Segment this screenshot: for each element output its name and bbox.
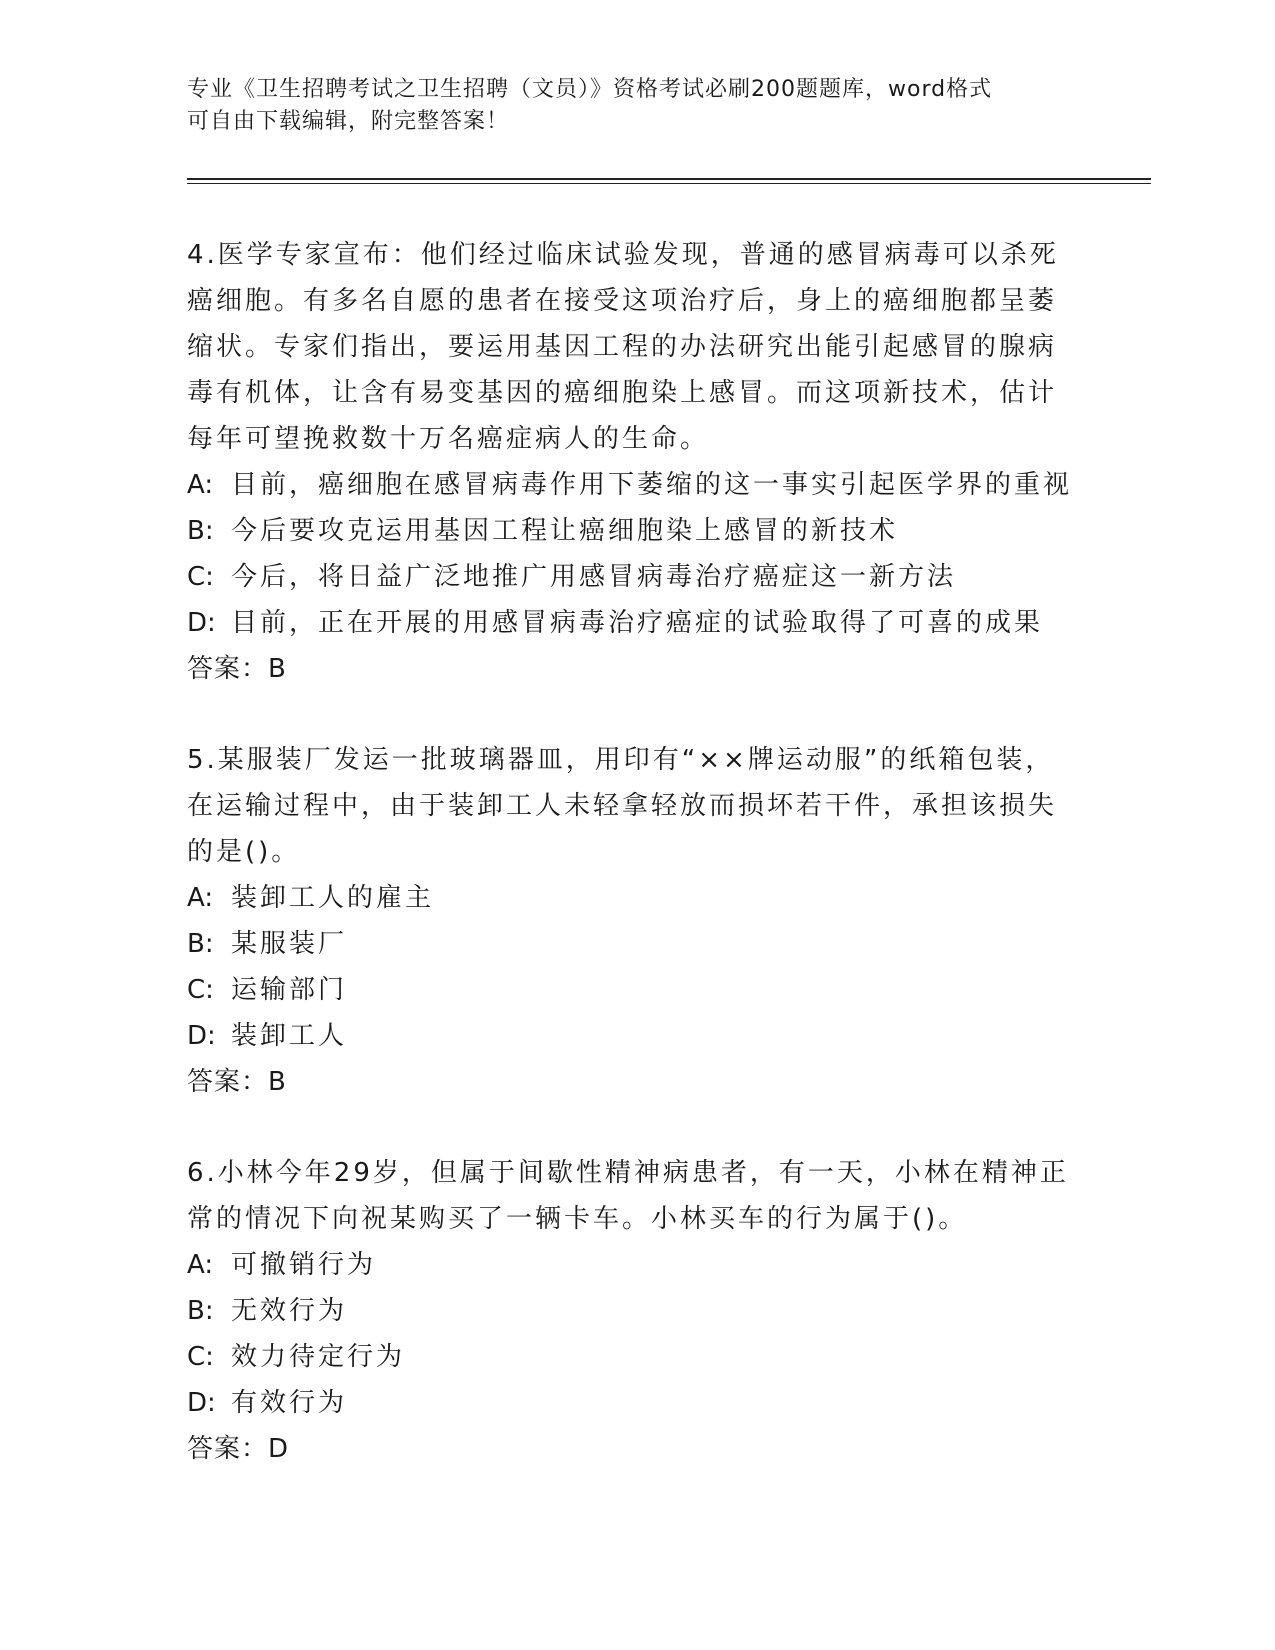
option-letter: C: [187,562,214,592]
question-list [187,232,1077,1517]
option-letter: A: [187,470,214,500]
option-letter: C: [187,1342,214,1372]
option-text: 装卸工人的雇主 [231,883,435,913]
option-b [187,1288,1077,1334]
question-5 [187,737,1077,1105]
question-stem: 5.某服装厂发运一批玻璃器皿，用印有“××牌运动服”的纸箱包装，在运输过程中，由于装卸工人未轻拿轻放而损坏若干件，承担该损失的是()。 [187,745,1058,867]
option-text: 装卸工人 [231,1021,348,1051]
option-d [187,600,1077,646]
option-text: 有效行为 [231,1388,348,1418]
option-letter: D: [187,1021,216,1051]
answer-label: 答案：D [187,1434,290,1464]
option-letter: B: [187,516,214,546]
option-letter: A: [187,883,214,913]
option-text: 运输部门 [231,975,348,1005]
answer-label: 答案：B [187,654,287,684]
option-text: 效力待定行为 [231,1342,406,1372]
option-a [187,875,1077,921]
document-header [187,74,1077,138]
option-b [187,921,1077,967]
option-letter: B: [187,1296,214,1326]
option-c [187,1334,1077,1380]
header-line-2: 可自由下载编辑，附完整答案！ [187,109,510,134]
question-stem: 4.医学专家宣布：他们经过临床试验发现，普通的感冒病毒可以杀死癌细胞。有多名自愿的患者在接受这项治疗后，身上的癌细胞都呈萎缩状。专家们指出，要运用基因工程的办法研究出能引起感冒的腺病毒有机体，让含有易变基因的癌细胞染上感冒。而这项新技术，估计每年可望挽救数十万名癌症病人的生命。 [187,240,1059,454]
option-d [187,1380,1077,1426]
option-letter: C: [187,975,214,1005]
question-4 [187,232,1077,692]
option-c [187,967,1077,1013]
question-6 [187,1150,1077,1472]
option-a [187,462,1077,508]
header-divider-thick [187,178,1151,180]
header-divider-thin [187,183,1151,184]
option-letter: D: [187,608,216,638]
option-text: 无效行为 [231,1296,348,1326]
option-text: 可撤销行为 [231,1250,377,1280]
answer-label: 答案：B [187,1067,287,1097]
question-stem: 6.小林今年29岁，但属于间歇性精神病患者，有一天，小林在精神正常的情况下向祝某购买了一辆卡车。小林买车的行为属于()。 [187,1158,1069,1234]
option-letter: B: [187,929,214,959]
option-a [187,1242,1077,1288]
header-line-1: 专业《卫生招聘考试之卫生招聘（文员）》资格考试必刷200题题库，word格式 [187,77,993,102]
option-text: 目前，癌细胞在感冒病毒作用下萎缩的这一事实引起医学界的重视 [231,470,1073,500]
option-b [187,508,1077,554]
option-letter: D: [187,1388,216,1418]
option-c [187,554,1077,600]
option-text: 目前，正在开展的用感冒病毒治疗癌症的试验取得了可喜的成果 [231,608,1044,638]
option-letter: A: [187,1250,214,1280]
option-text: 今后，将日益广泛地推广用感冒病毒治疗癌症这一新方法 [231,562,957,592]
option-d [187,1013,1077,1059]
option-text: 某服装厂 [231,929,348,959]
option-text: 今后要攻克运用基因工程让癌细胞染上感冒的新技术 [231,516,899,546]
